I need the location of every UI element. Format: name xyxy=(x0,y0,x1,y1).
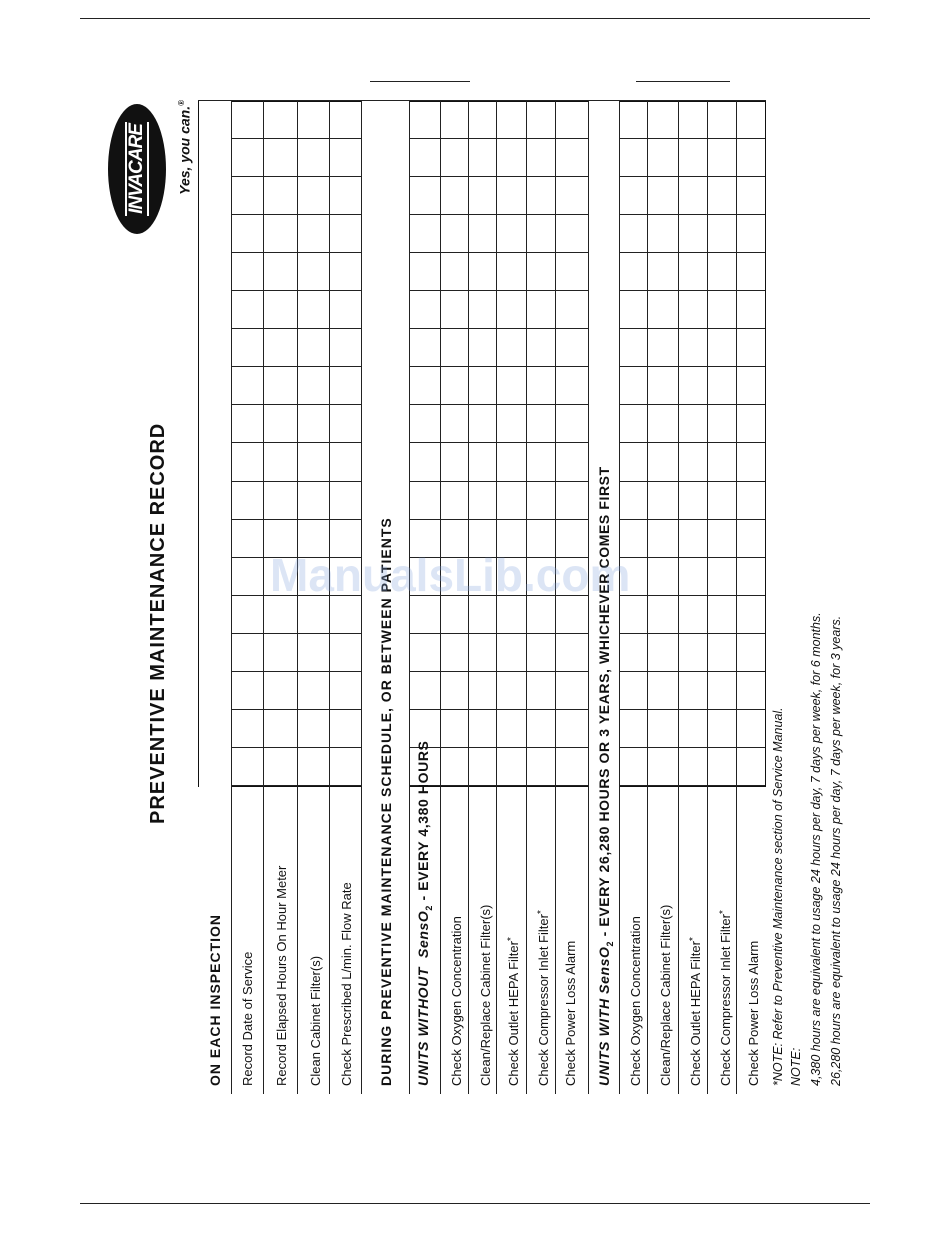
row-label: Check Outlet HEPA Filter* xyxy=(688,937,703,1086)
watermark: ManualsLib.com xyxy=(270,549,631,601)
section-heading-during-pm: DURING PREVENTIVE MAINTENANCE SCHEDULE, OR BETWEEN PATIENTS xyxy=(378,517,394,1086)
footnote: NOTE: xyxy=(789,1047,803,1086)
section-heading-with-senso2: UNITS WITH SensO$_2$ - EVERY 26,280 HOURS OR 3 YEARS, WHICHEVER COMES FIRST xyxy=(596,466,615,1086)
invacare-logo: INVACARE xyxy=(108,104,166,234)
row-label: Record Date of Service xyxy=(240,951,255,1086)
row-label: Clean/Replace Cabinet Filter(s) xyxy=(658,904,673,1086)
footnote: 26,280 hours are equivalent to usage 24 hours per day, 7 days per week, for 3 years. xyxy=(829,615,843,1086)
row-label: Check Compressor Inlet Filter* xyxy=(718,910,733,1086)
grid-row-line xyxy=(736,101,737,1094)
row-label: Clean/Replace Cabinet Filter(s) xyxy=(478,904,493,1086)
row-label: Check Oxygen Concentration xyxy=(449,916,464,1086)
row-label: Check Oxygen Concentration xyxy=(628,916,643,1086)
row-label: Check Outlet HEPA Filter* xyxy=(506,937,521,1086)
footnote: 4,380 hours are equivalent to usage 24 hours per day, 7 days per week, for 6 months. xyxy=(809,612,823,1086)
grid-row-line xyxy=(707,101,708,1094)
grid-row-line xyxy=(231,101,232,1094)
row-label: Clean Cabinet Filter(s) xyxy=(308,955,323,1086)
logo-tagline: Yes, you can.® xyxy=(176,100,193,195)
row-label: Check Power Loss Alarm xyxy=(563,940,578,1086)
grid-row-line xyxy=(263,101,264,1094)
row-label: Check Prescribed L/min. Flow Rate xyxy=(339,882,354,1086)
section-heading-on-each-inspection: ON EACH INSPECTION xyxy=(207,913,223,1086)
row-label: Record Elapsed Hours On Hour Meter xyxy=(274,865,289,1086)
row-label: Check Power Loss Alarm xyxy=(746,940,761,1086)
section-heading-without-senso2: UNITS WITHOUT SensO$_2$ - EVERY 4,380 HOURS xyxy=(415,740,434,1086)
footnote: *NOTE: Refer to Preventive Maintenance section of Service Manual. xyxy=(771,707,785,1086)
page-title: PREVENTIVE MAINTENANCE RECORD xyxy=(147,422,169,824)
row-label: Check Compressor Inlet Filter* xyxy=(536,910,551,1086)
